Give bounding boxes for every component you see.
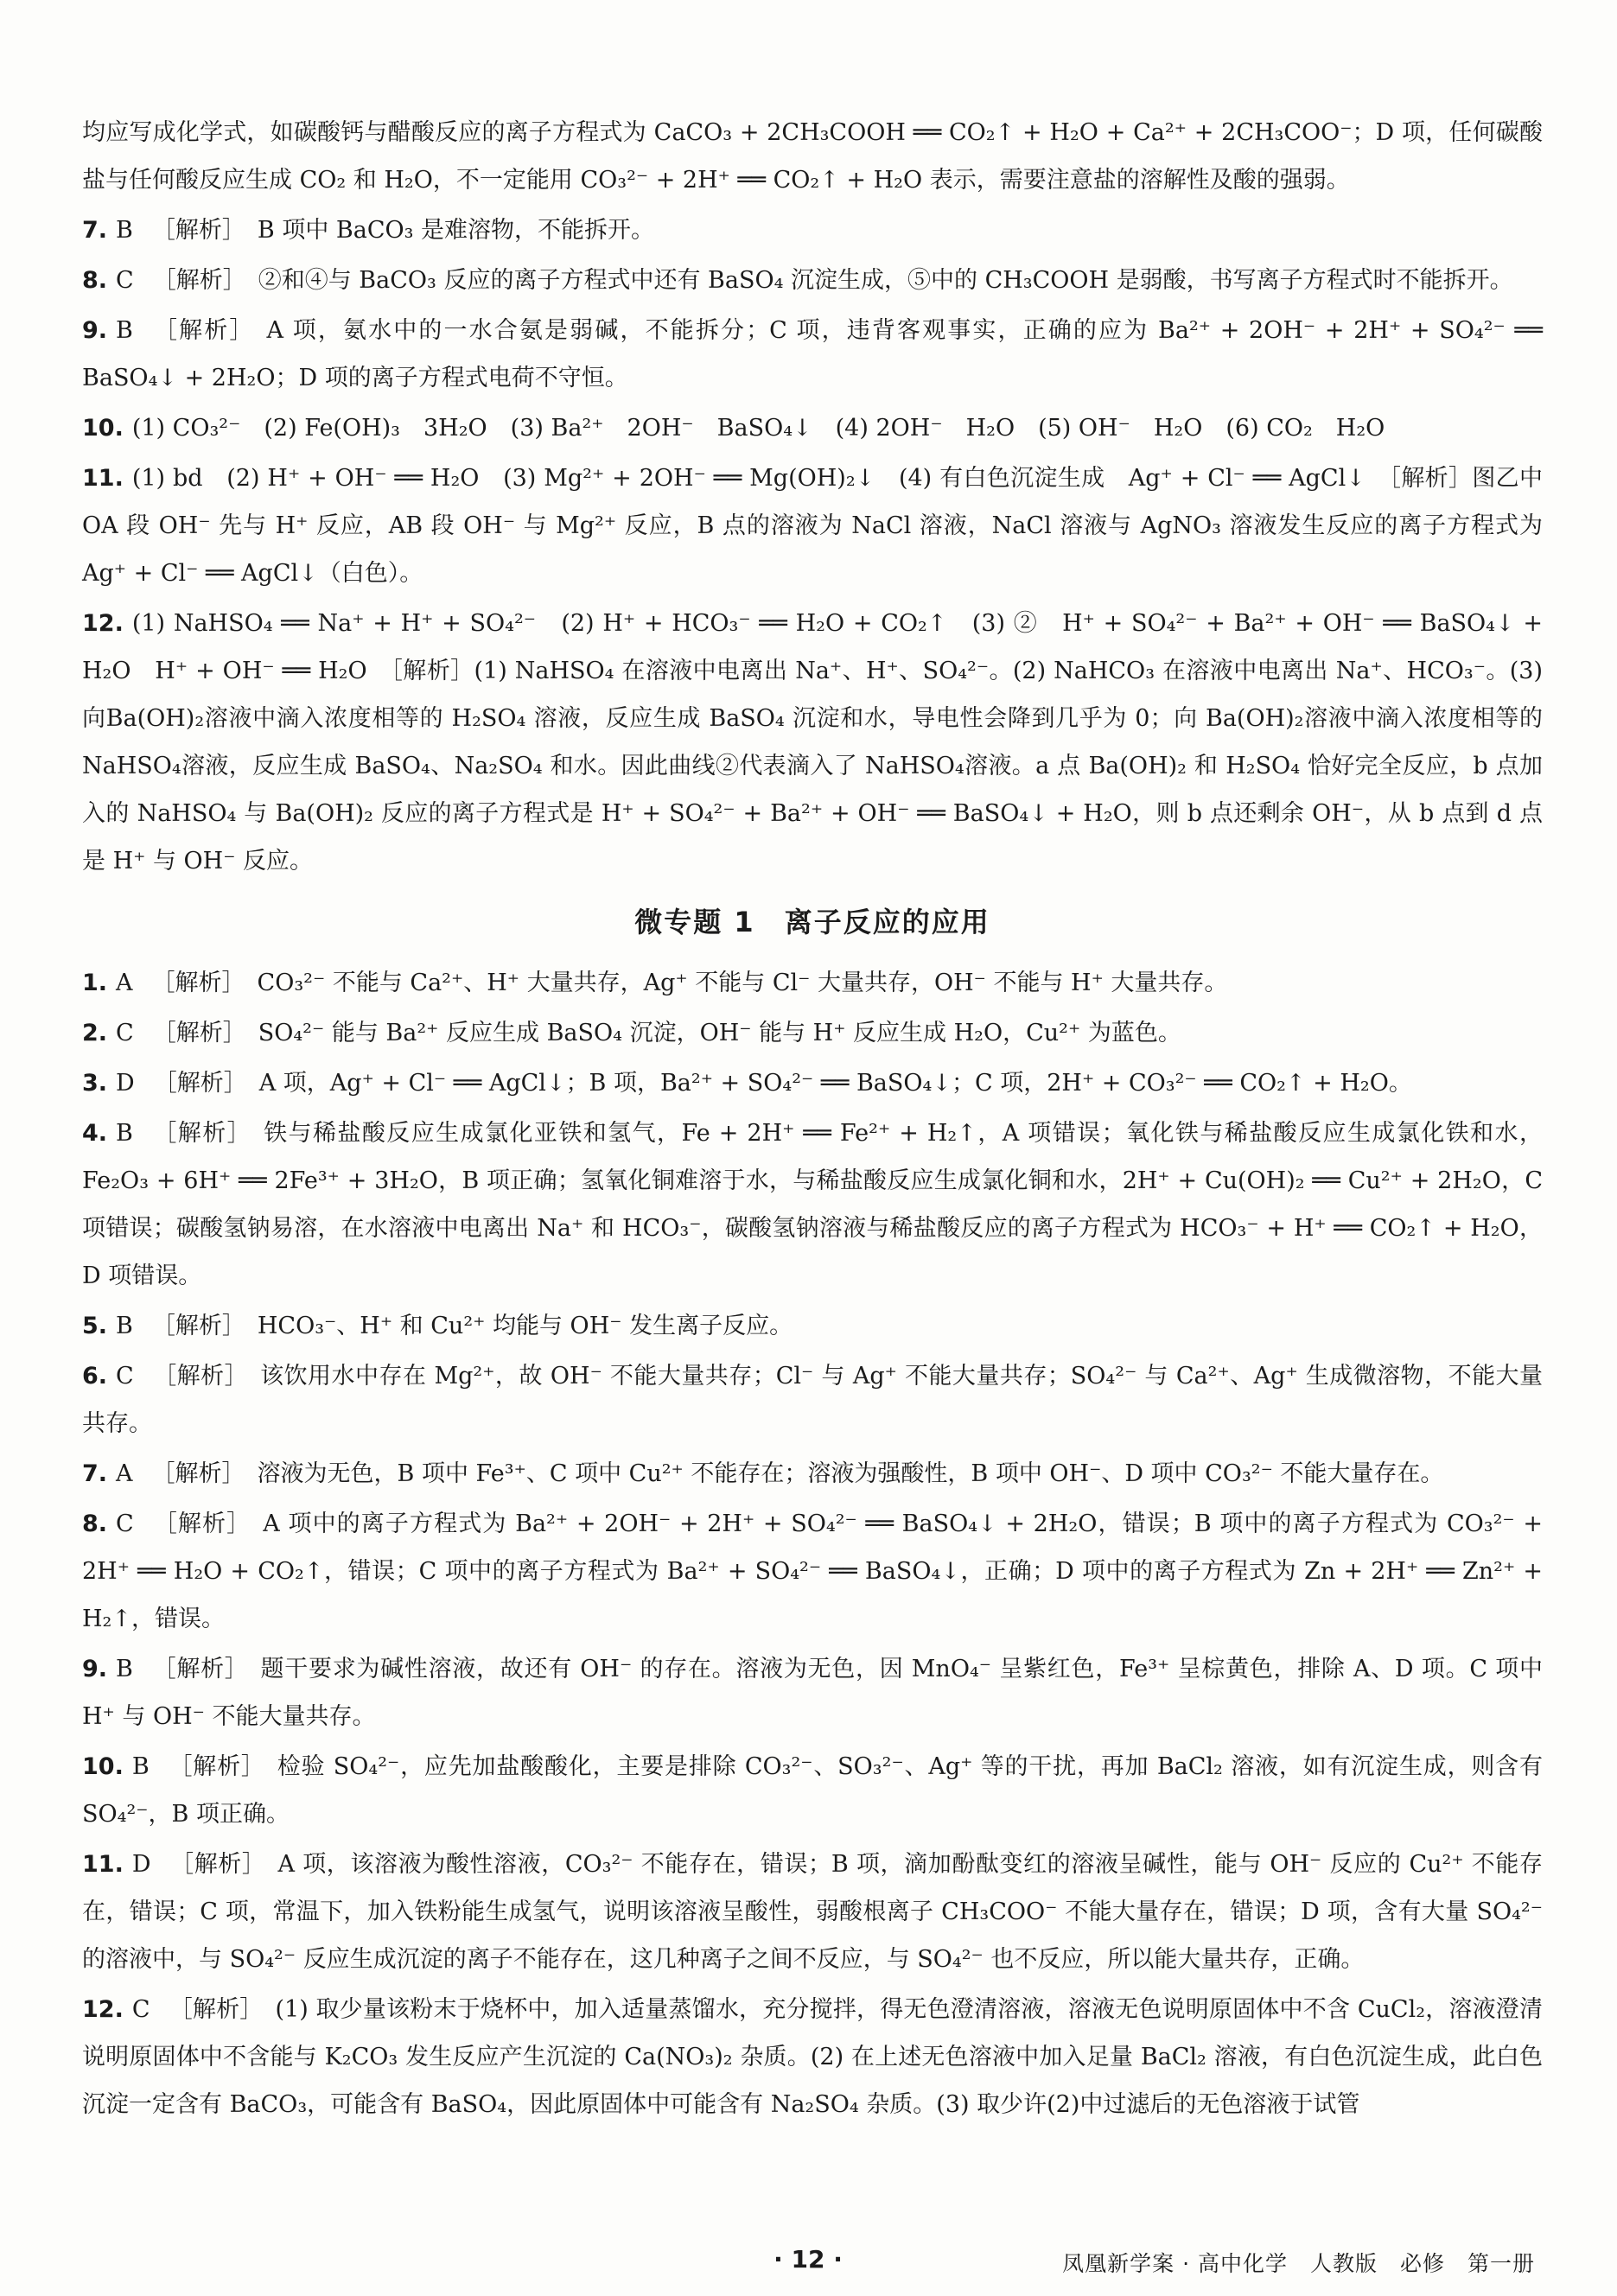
answer-item — [82, 959, 1543, 1007]
item-number: 12. — [82, 610, 124, 637]
analysis-tag: ［解析］ — [151, 1120, 252, 1147]
item-answer: A — [116, 970, 133, 996]
answer-item — [82, 1500, 1543, 1643]
answer-item — [82, 404, 1543, 452]
item-number: 7. — [82, 1460, 108, 1487]
item-answer: B — [131, 1753, 150, 1780]
item-text: B 项中 BaCO₃ 是难溶物，不能拆开。 — [257, 217, 655, 244]
item-answer: B — [116, 1656, 133, 1682]
item-text: 检验 SO₄²⁻，应先加盐酸酸化，主要是排除 CO₃²⁻、SO₃²⁻、Ag⁺ 等的干扰，再加 BaCl₂ 溶液，如有沉淀生成，则含有 SO₄²⁻，B 项正确。 — [82, 1753, 1543, 1828]
answers-part-1 — [82, 207, 1543, 885]
answer-item — [82, 455, 1543, 597]
analysis-tag: ［解析］ — [151, 1460, 245, 1487]
item-answer: D — [116, 1070, 135, 1097]
item-answer: B — [116, 1120, 133, 1147]
analysis-tag: ［解析］ — [151, 217, 245, 244]
item-answer: C — [116, 267, 134, 294]
answer-item — [82, 1302, 1543, 1350]
item-answer: A — [116, 1460, 133, 1487]
item-number: 9. — [82, 1656, 108, 1682]
item-number: 2. — [82, 1020, 108, 1046]
item-text: SO₄²⁻ 能与 Ba²⁺ 反应生成 BaSO₄ 沉淀，OH⁻ 能与 H⁺ 反应生成 H₂O，Cu²⁺ 为蓝色。 — [258, 1020, 1181, 1046]
item-text: (1) 取少量该粉末于烧杯中，加入适量蒸馏水，充分搅拌，得无色澄清溶液，溶液无色说明原固体中不含 CuCl₂，溶液澄清说明原固体中不含能与 K₂CO₃ 发生反应产生沉淀的 Ca(NO₃)₂ 杂质。(2) 在上述无色溶液中加入足量 BaCl₂ 溶液，有白色沉淀生成，此白色沉淀一定含有 BaCO₃，可能含有 BaSO₄，因此原固体中可能含有 Na₂SO₄ 杂质。(3) 取少许(2)中过滤后的无色溶液于试管 — [82, 1996, 1544, 2118]
item-answer: D — [131, 1851, 151, 1878]
item-text: (1) bd (2) H⁺ + OH⁻ ══ H₂O (3) Mg²⁺ + 2OH⁻ ══ Mg(OH)₂↓ (4) 有白色沉淀生成 Ag⁺ + Cl⁻ ══ AgCl↓ ［解析］图乙中 OA 段 OH⁻ 先与 H⁺ 反应，AB 段 OH⁻ 与 Mg²⁺ 反应，B 点的溶液为 NaCl 溶液，NaCl 溶液与 AgNO₃ 溶液发生反应的离子方程式为 Ag⁺ + Cl⁻ ══ AgCl↓（白色）。 — [82, 465, 1543, 587]
item-text: 该饮用水中存在 Mg²⁺，故 OH⁻ 不能大量共存；Cl⁻ 与 Ag⁺ 不能大量共存；SO₄²⁻ 与 Ca²⁺、Ag⁺ 生成微溶物，不能大量共存。 — [82, 1363, 1544, 1437]
item-number: 10. — [82, 415, 124, 442]
answer-item — [82, 1059, 1543, 1107]
analysis-tag: ［解析］ — [152, 1511, 251, 1537]
item-text: 铁与稀盐酸反应生成氯化亚铁和氢气，Fe + 2H⁺ ══ Fe²⁺ + H₂↑，A 项错误；氧化铁与稀盐酸反应生成氯化铁和水，Fe₂O₃ + 6H⁺ ══ 2Fe³⁺ + 3H₂O，B 项正确；氢氧化铜难溶于水，与稀盐酸反应生成氯化铜和水，2H⁺ + Cu(OH)₂ ══ Cu²⁺ + 2H₂O，C 项错误；碳酸氢钠易溶，在水溶液中电离出 Na⁺ 和 HCO₃⁻，碳酸氢钠溶液与稀盐酸反应的离子方程式为 HCO₃⁻ + H⁺ ══ CO₂↑ + H₂O，D 项错误。 — [82, 1120, 1543, 1289]
item-text: (1) CO₃²⁻ (2) Fe(OH)₃ 3H₂O (3) Ba²⁺ 2OH⁻ BaSO₄↓ (4) 2OH⁻ H₂O (5) OH⁻ H₂O (6) CO₂ H₂O — [131, 415, 1385, 442]
item-text: 溶液为无色，B 项中 Fe³⁺、C 项中 Cu²⁺ 不能存在；溶液为强酸性，B 项中 OH⁻、D 项中 CO₃²⁻ 不能大量存在。 — [257, 1460, 1444, 1487]
item-text: A 项，氨水中的一水合氨是弱碱，不能拆分；C 项，违背客观事实，正确的应为 Ba²⁺ + 2OH⁻ + 2H⁺ + SO₄²⁻ ══ BaSO₄↓ + 2H₂O；D 项的离子方程式电荷不守恒。 — [82, 317, 1543, 391]
analysis-tag: ［解析］ — [151, 1656, 249, 1682]
answer-item — [82, 257, 1543, 304]
item-text: 题干要求为碱性溶液，故还有 OH⁻ 的存在。溶液为无色，因 MnO₄⁻ 呈紫红色，Fe³⁺ 呈棕黄色，排除 A、D 项。C 项中 H⁺ 与 OH⁻ 不能大量共存。 — [82, 1656, 1544, 1730]
item-number: 1. — [82, 970, 108, 996]
item-text: (1) NaHSO₄ ══ Na⁺ + H⁺ + SO₄²⁻ (2) H⁺ + HCO₃⁻ ══ H₂O + CO₂↑ (3) ② H⁺ + SO₄²⁻ + Ba²⁺ + OH⁻ ══ BaSO₄↓ + H₂O H⁺ + OH⁻ ══ H₂O ［解析］(1) NaHSO₄ 在溶液中电离出 Na⁺、H⁺、SO₄²⁻。(2) NaHCO₃ 在溶液中电离出 Na⁺、HCO₃⁻。(3) 向Ba(OH)₂溶液中滴入浓度相等的 H₂SO₄ 溶液，反应生成 BaSO₄ 沉淀和水，导电性会降到几乎为 0；向 Ba(OH)₂溶液中滴入浓度相等的 NaHSO₄溶液，反应生成 BaSO₄、Na₂SO₄ 和水。因此曲线②代表滴入了 NaHSO₄溶液。a 点 Ba(OH)₂ 和 H₂SO₄ 恰好完全反应，b 点加入的 NaHSO₄ 与 Ba(OH)₂ 反应的离子方程式是 H⁺ + SO₄²⁻ + Ba²⁺ + OH⁻ ══ BaSO₄↓ + H₂O，则 b 点还剩余 OH⁻，从 b 点到 d 点是 H⁺ 与 OH⁻ 反应。 — [82, 610, 1543, 875]
answer-content — [82, 109, 1543, 2131]
item-answer: B — [116, 317, 133, 344]
analysis-tag: ［解析］ — [152, 267, 246, 294]
answer-item — [82, 1352, 1543, 1447]
item-text: CO₃²⁻ 不能与 Ca²⁺、H⁺ 大量共存，Ag⁺ 不能与 Cl⁻ 大量共存，OH⁻ 不能与 H⁺ 大量共存。 — [257, 970, 1228, 996]
item-number: 8. — [82, 267, 108, 294]
analysis-tag: ［解析］ — [168, 1753, 265, 1780]
item-number: 4. — [82, 1120, 108, 1147]
item-answer: B — [116, 1313, 133, 1339]
analysis-tag: ［解析］ — [151, 1313, 245, 1339]
item-text: HCO₃⁻、H⁺ 和 Cu²⁺ 均能与 OH⁻ 发生离子反应。 — [257, 1313, 793, 1339]
answer-item — [82, 1986, 1543, 2128]
item-number: 10. — [82, 1753, 124, 1780]
item-number: 9. — [82, 317, 108, 344]
item-answer: C — [116, 1511, 134, 1537]
item-answer: C — [131, 1996, 150, 2023]
page-number: · 12 · — [773, 2245, 843, 2274]
answers-part-2 — [82, 959, 1543, 2128]
analysis-tag: ［解析］ — [152, 1363, 249, 1390]
item-text: A 项，Ag⁺ + Cl⁻ ══ AgCl↓；B 项，Ba²⁺ + SO₄²⁻ ══ BaSO₄↓；C 项，2H⁺ + CO₃²⁻ ══ CO₂↑ + H₂O。 — [258, 1070, 1412, 1097]
analysis-tag: ［解析］ — [151, 970, 245, 996]
answer-item — [82, 1841, 1543, 1983]
answer-item — [82, 307, 1543, 402]
answer-item — [82, 1110, 1543, 1300]
answer-item — [82, 1743, 1543, 1838]
item-number: 6. — [82, 1363, 108, 1390]
intro-line: 酸盐与任何酸反应生成 CO₂ 和 H₂O，不一定能用 CO₃²⁻ + 2H⁺ ══ CO₂↑ + H₂O 表示，需要注意盐的溶解性及酸的强弱。 — [82, 119, 1543, 194]
item-number: 7. — [82, 217, 108, 244]
item-text: A 项，该溶液为酸性溶液，CO₃²⁻ 不能存在，错误；B 项，滴加酚酞变红的溶液呈碱性，能与 OH⁻ 反应的 Cu²⁺ 不能存在，错误；C 项，常温下，加入铁粉能生成氢气，说明该溶液呈酸性，弱酸根离子 CH₃COO⁻ 不能大量存在，错误；D 项，含有大量 SO₄²⁻ 的溶液中，与 SO₄²⁻ 反应生成沉淀的离子不能存在，这几种离子之间不反应，与 SO₄²⁻ 也不反应，所以能大量共存，正确。 — [82, 1851, 1543, 1973]
item-number: 11. — [82, 465, 124, 492]
item-number: 3. — [82, 1070, 108, 1097]
item-answer: C — [116, 1020, 134, 1046]
section-title: 微专题 1 离子反应的应用 — [634, 906, 990, 938]
answer-item — [82, 1009, 1543, 1057]
analysis-tag: ［解析］ — [153, 1070, 247, 1097]
analysis-tag: ［解析］ — [169, 1851, 266, 1878]
item-number: 8. — [82, 1511, 108, 1537]
intro-paragraph — [82, 109, 1543, 204]
analysis-tag: ［解析］ — [151, 317, 255, 344]
book-title: 凤凰新学案 · 高中化学 人教版 必修 第一册 — [1062, 2251, 1535, 2276]
analysis-tag: ［解析］ — [152, 1020, 246, 1046]
answer-item — [82, 600, 1543, 885]
item-number: 11. — [82, 1851, 124, 1878]
item-answer: B — [116, 217, 133, 244]
item-number: 12. — [82, 1996, 124, 2023]
item-number: 5. — [82, 1313, 108, 1339]
intro-line: 均应写成化学式，如碳酸钙与醋酸反应的离子方程式为 CaCO₃ + 2CH₃COOH ══ CO₂↑ + H₂O + Ca²⁺ + 2CH₃COO⁻；D 项，任何碳 — [82, 119, 1519, 146]
item-text: ②和④与 BaCO₃ 反应的离子方程式中还有 BaSO₄ 沉淀生成，⑤中的 CH₃COOH 是弱酸，书写离子方程式时不能拆开。 — [258, 267, 1513, 294]
answer-item — [82, 207, 1543, 254]
item-answer: C — [116, 1363, 134, 1390]
item-text: A 项中的离子方程式为 Ba²⁺ + 2OH⁻ + 2H⁺ + SO₄²⁻ ══ BaSO₄↓ + 2H₂O，错误；B 项中的离子方程式为 CO₃²⁻ + 2H⁺ ══ H₂O + CO₂↑，错误；C 项中的离子方程式为 Ba²⁺ + SO₄²⁻ ══ BaSO₄↓，正确；D 项中的离子方程式为 Zn + 2H⁺ ══ Zn²⁺ + H₂↑，错误。 — [82, 1511, 1543, 1632]
answer-item — [82, 1450, 1543, 1498]
analysis-tag: ［解析］ — [169, 1996, 264, 2023]
answer-item — [82, 1645, 1543, 1740]
